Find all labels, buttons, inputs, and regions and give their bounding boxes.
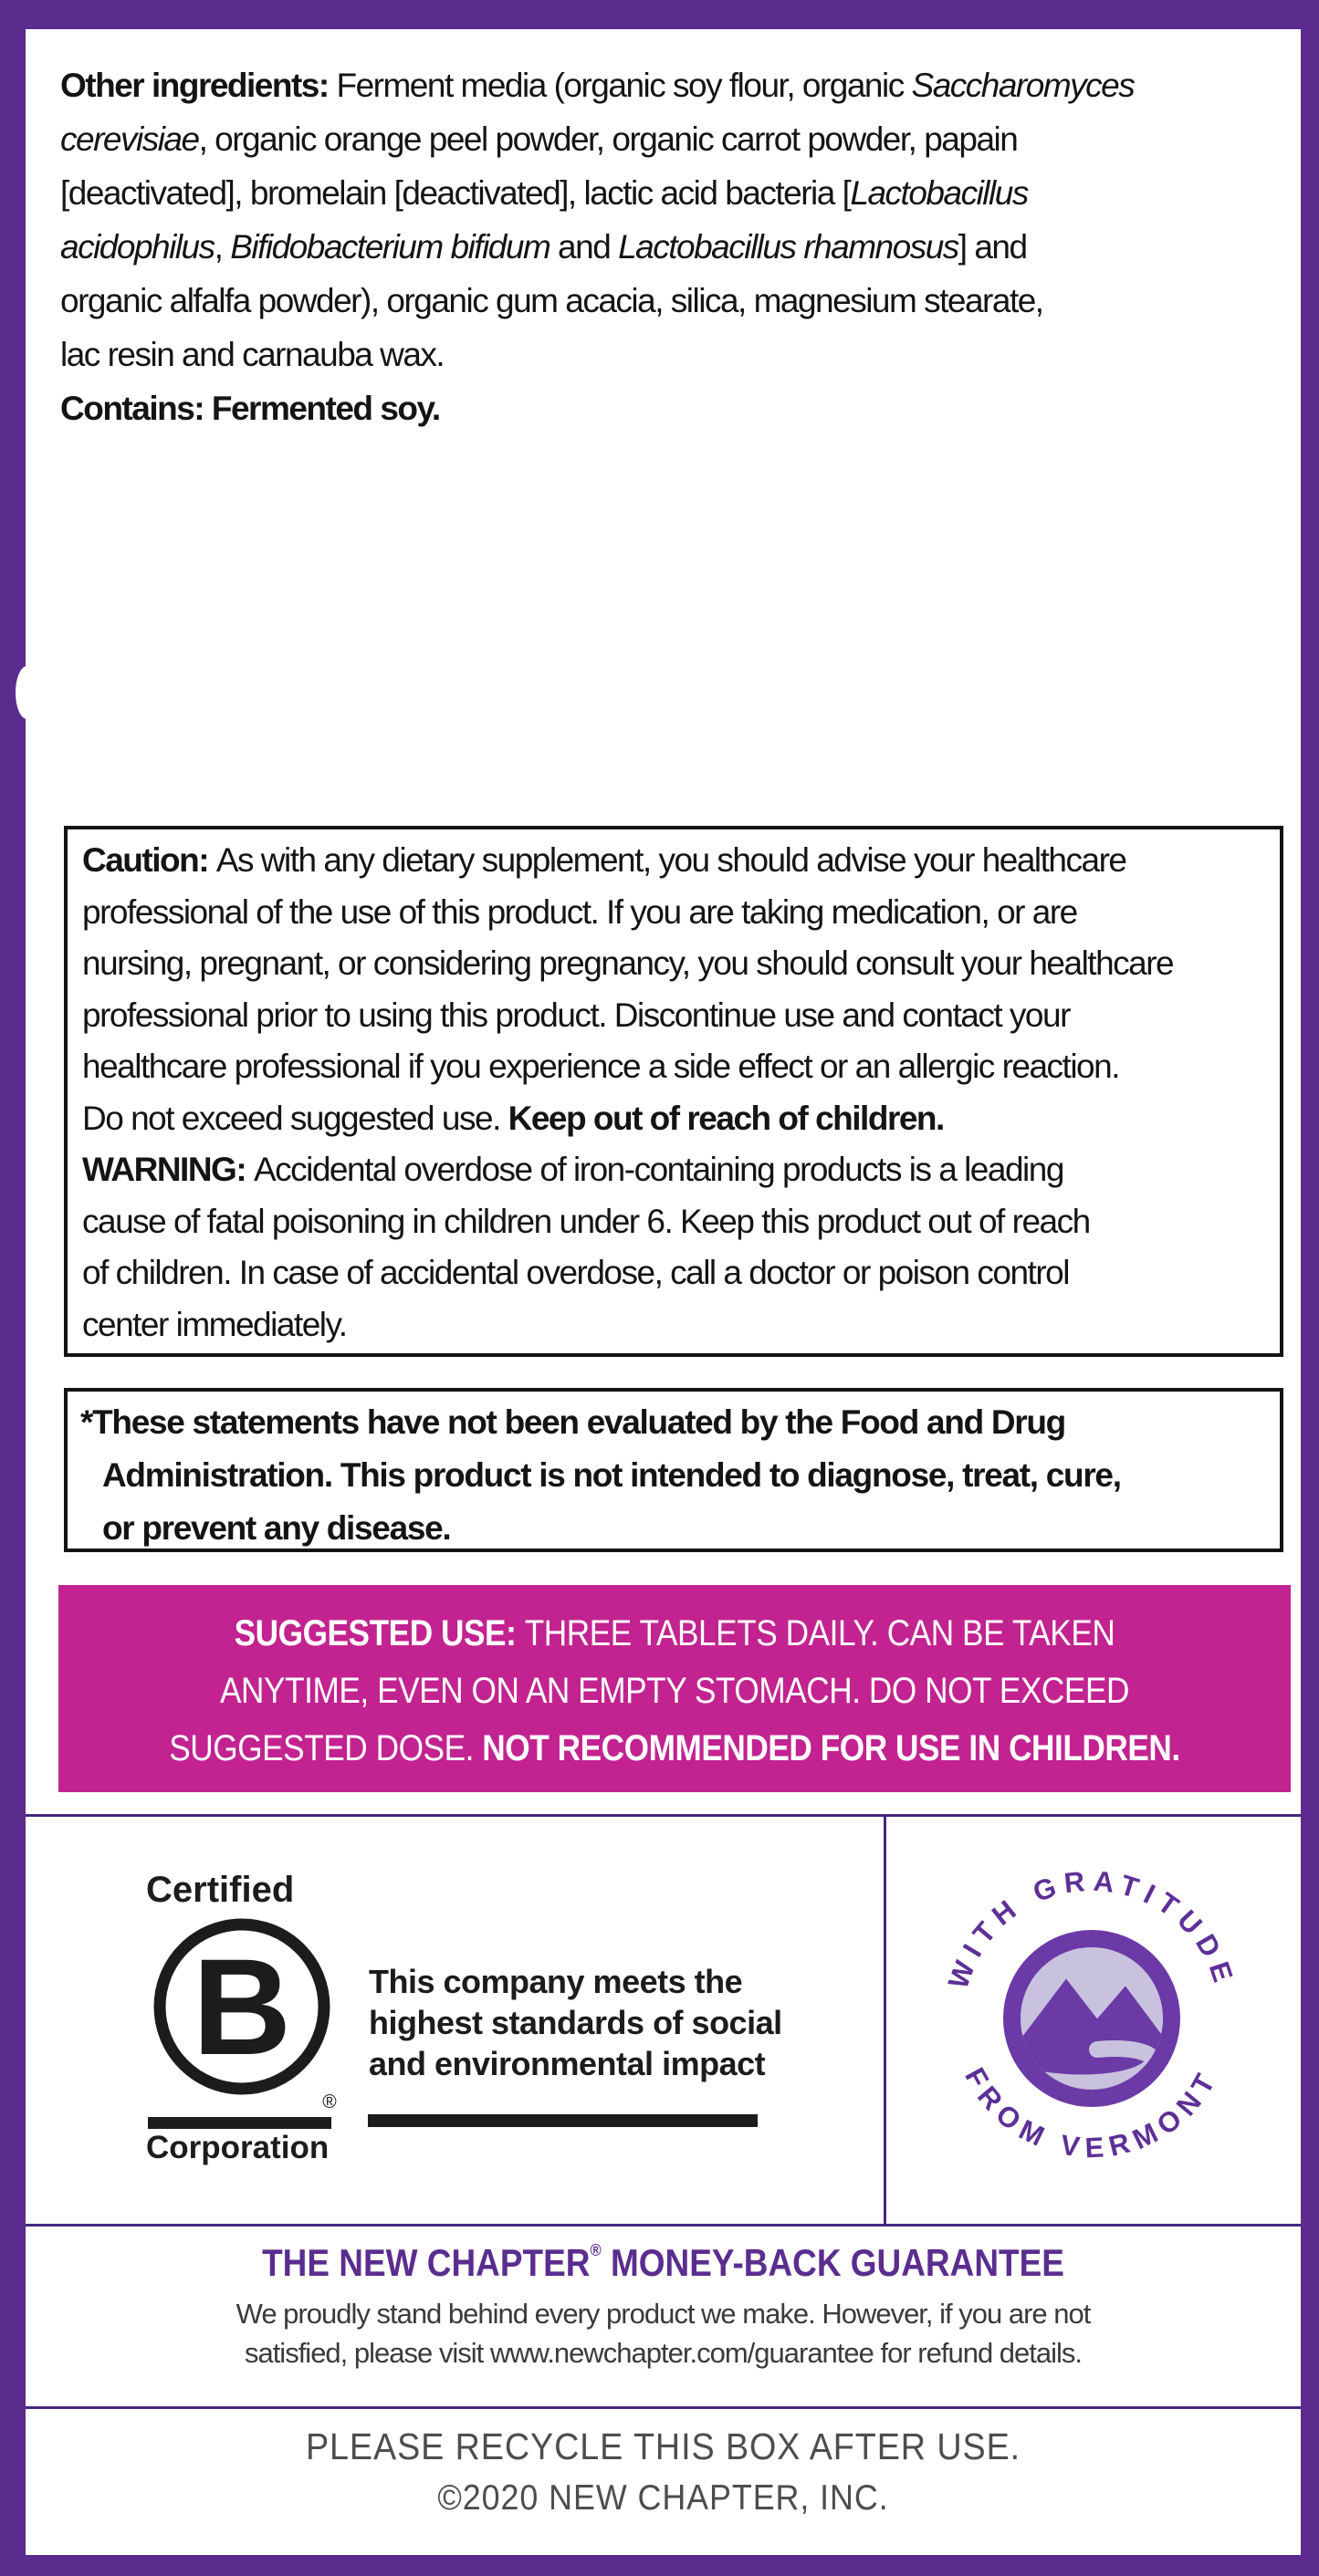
frame-top-band — [0, 0, 1319, 29]
bcorp-underline-bar — [148, 2117, 331, 2129]
bcorp-corporation-label: Corporation — [146, 2130, 330, 2165]
other-ingredients-text: Other ingredients: Ferment media (organic soy flour, organic Saccharomyces cerevisiae, organic orange peel powder, organic carrot powder, papain [deactivated], bromelain [deactivated], lactic acid bacteria [Lactobacillus acidophilus, Bifidobacterium bifidum and Lactobacillus rhamnosus] and organic alfalfa powder), organic gum acacia, silica, magnesium stearate, lac resin and carnauba wax. Contains: Fermented soy. — [60, 67, 1135, 427]
bcorp-tagline-line: and environmental impact — [369, 2045, 766, 2082]
certified-b-corporation-logo — [135, 1854, 345, 2183]
money-back-guarantee-section — [26, 2227, 1301, 2373]
badge-arc-text-bottom: FROM VERMONT — [958, 2062, 1225, 2164]
frame-right-band — [1301, 0, 1319, 2576]
caution-warning-box: Caution: As with any dietary supplement, you should advise your healthcare professional of the use of this product. If you are taking medication, or are nursing, pregnant, or considering pregnancy, you should consult your healthcare professional prior to using this product. Discontinue use and contact your healthcare professional if you experience a side effect or an allergic reaction. Do not exceed suggested use. Keep out of reach of children. WARNING: Accidental overdose of iron-containing products is a leading cause of fatal poisoning in children under 6. Keep this product out of reach of children. In case of accidental overdose, call a doctor or poison control center immediately. — [64, 826, 1283, 1357]
footer-section — [26, 2409, 1301, 2519]
guarantee-heading-post: MONEY-BACK GUARANTEE — [601, 2241, 1064, 2284]
frame-bottom-band — [0, 2555, 1319, 2576]
guarantee-body — [26, 2294, 1301, 2373]
with-gratitude-from-vermont-badge — [937, 1863, 1247, 2174]
bcorp-tagline-underline-bar — [368, 2114, 758, 2127]
badges-vertical-divider — [884, 1814, 886, 2227]
bcorp-tagline-line: This company meets the — [369, 1963, 743, 2000]
recycle-notice: PLEASE RECYCLE THIS BOX AFTER USE. — [305, 2425, 1021, 2467]
bcorp-b-letter: B — [192, 1930, 292, 2083]
die-cut-notch — [16, 666, 38, 719]
copyright-notice: ©2020 NEW CHAPTER, INC. — [437, 2478, 889, 2518]
bcorp-tagline — [369, 1961, 880, 2084]
guarantee-body-line: satisfied, please visit www.newchapter.com/guarantee for refund details. — [244, 2337, 1083, 2369]
guarantee-heading-pre: THE NEW CHAPTER — [262, 2241, 591, 2284]
bcorp-registered-icon: ® — [322, 2091, 337, 2112]
frame-left-band — [0, 0, 26, 2576]
suggested-use-box: SUGGESTED USE: THREE TABLETS DAILY. CAN BE TAKEN ANYTIME, EVEN ON AN EMPTY STOMACH. DO NOT EXCEED SUGGESTED DOSE. NOT RECOMMENDED FOR USE IN CHILDREN. — [58, 1585, 1291, 1792]
guarantee-body-line: We proudly stand behind every product we make. However, if you are not — [236, 2298, 1091, 2330]
bcorp-tagline-line: highest standards of social — [369, 2004, 782, 2041]
badges-top-divider — [26, 1814, 1301, 1817]
badge-arc-text-top: WITH GRATITUDE — [941, 1864, 1241, 1993]
fda-disclaimer-box: *These statements have not been evaluated by the Food and Drug Administration. This product is not intended to diagnose, treat, cure, or prevent any disease. — [64, 1388, 1283, 1552]
guarantee-heading — [102, 2241, 1224, 2285]
bcorp-certified-label: Certified — [146, 1870, 295, 1910]
registered-trademark-icon: ® — [590, 2241, 602, 2260]
